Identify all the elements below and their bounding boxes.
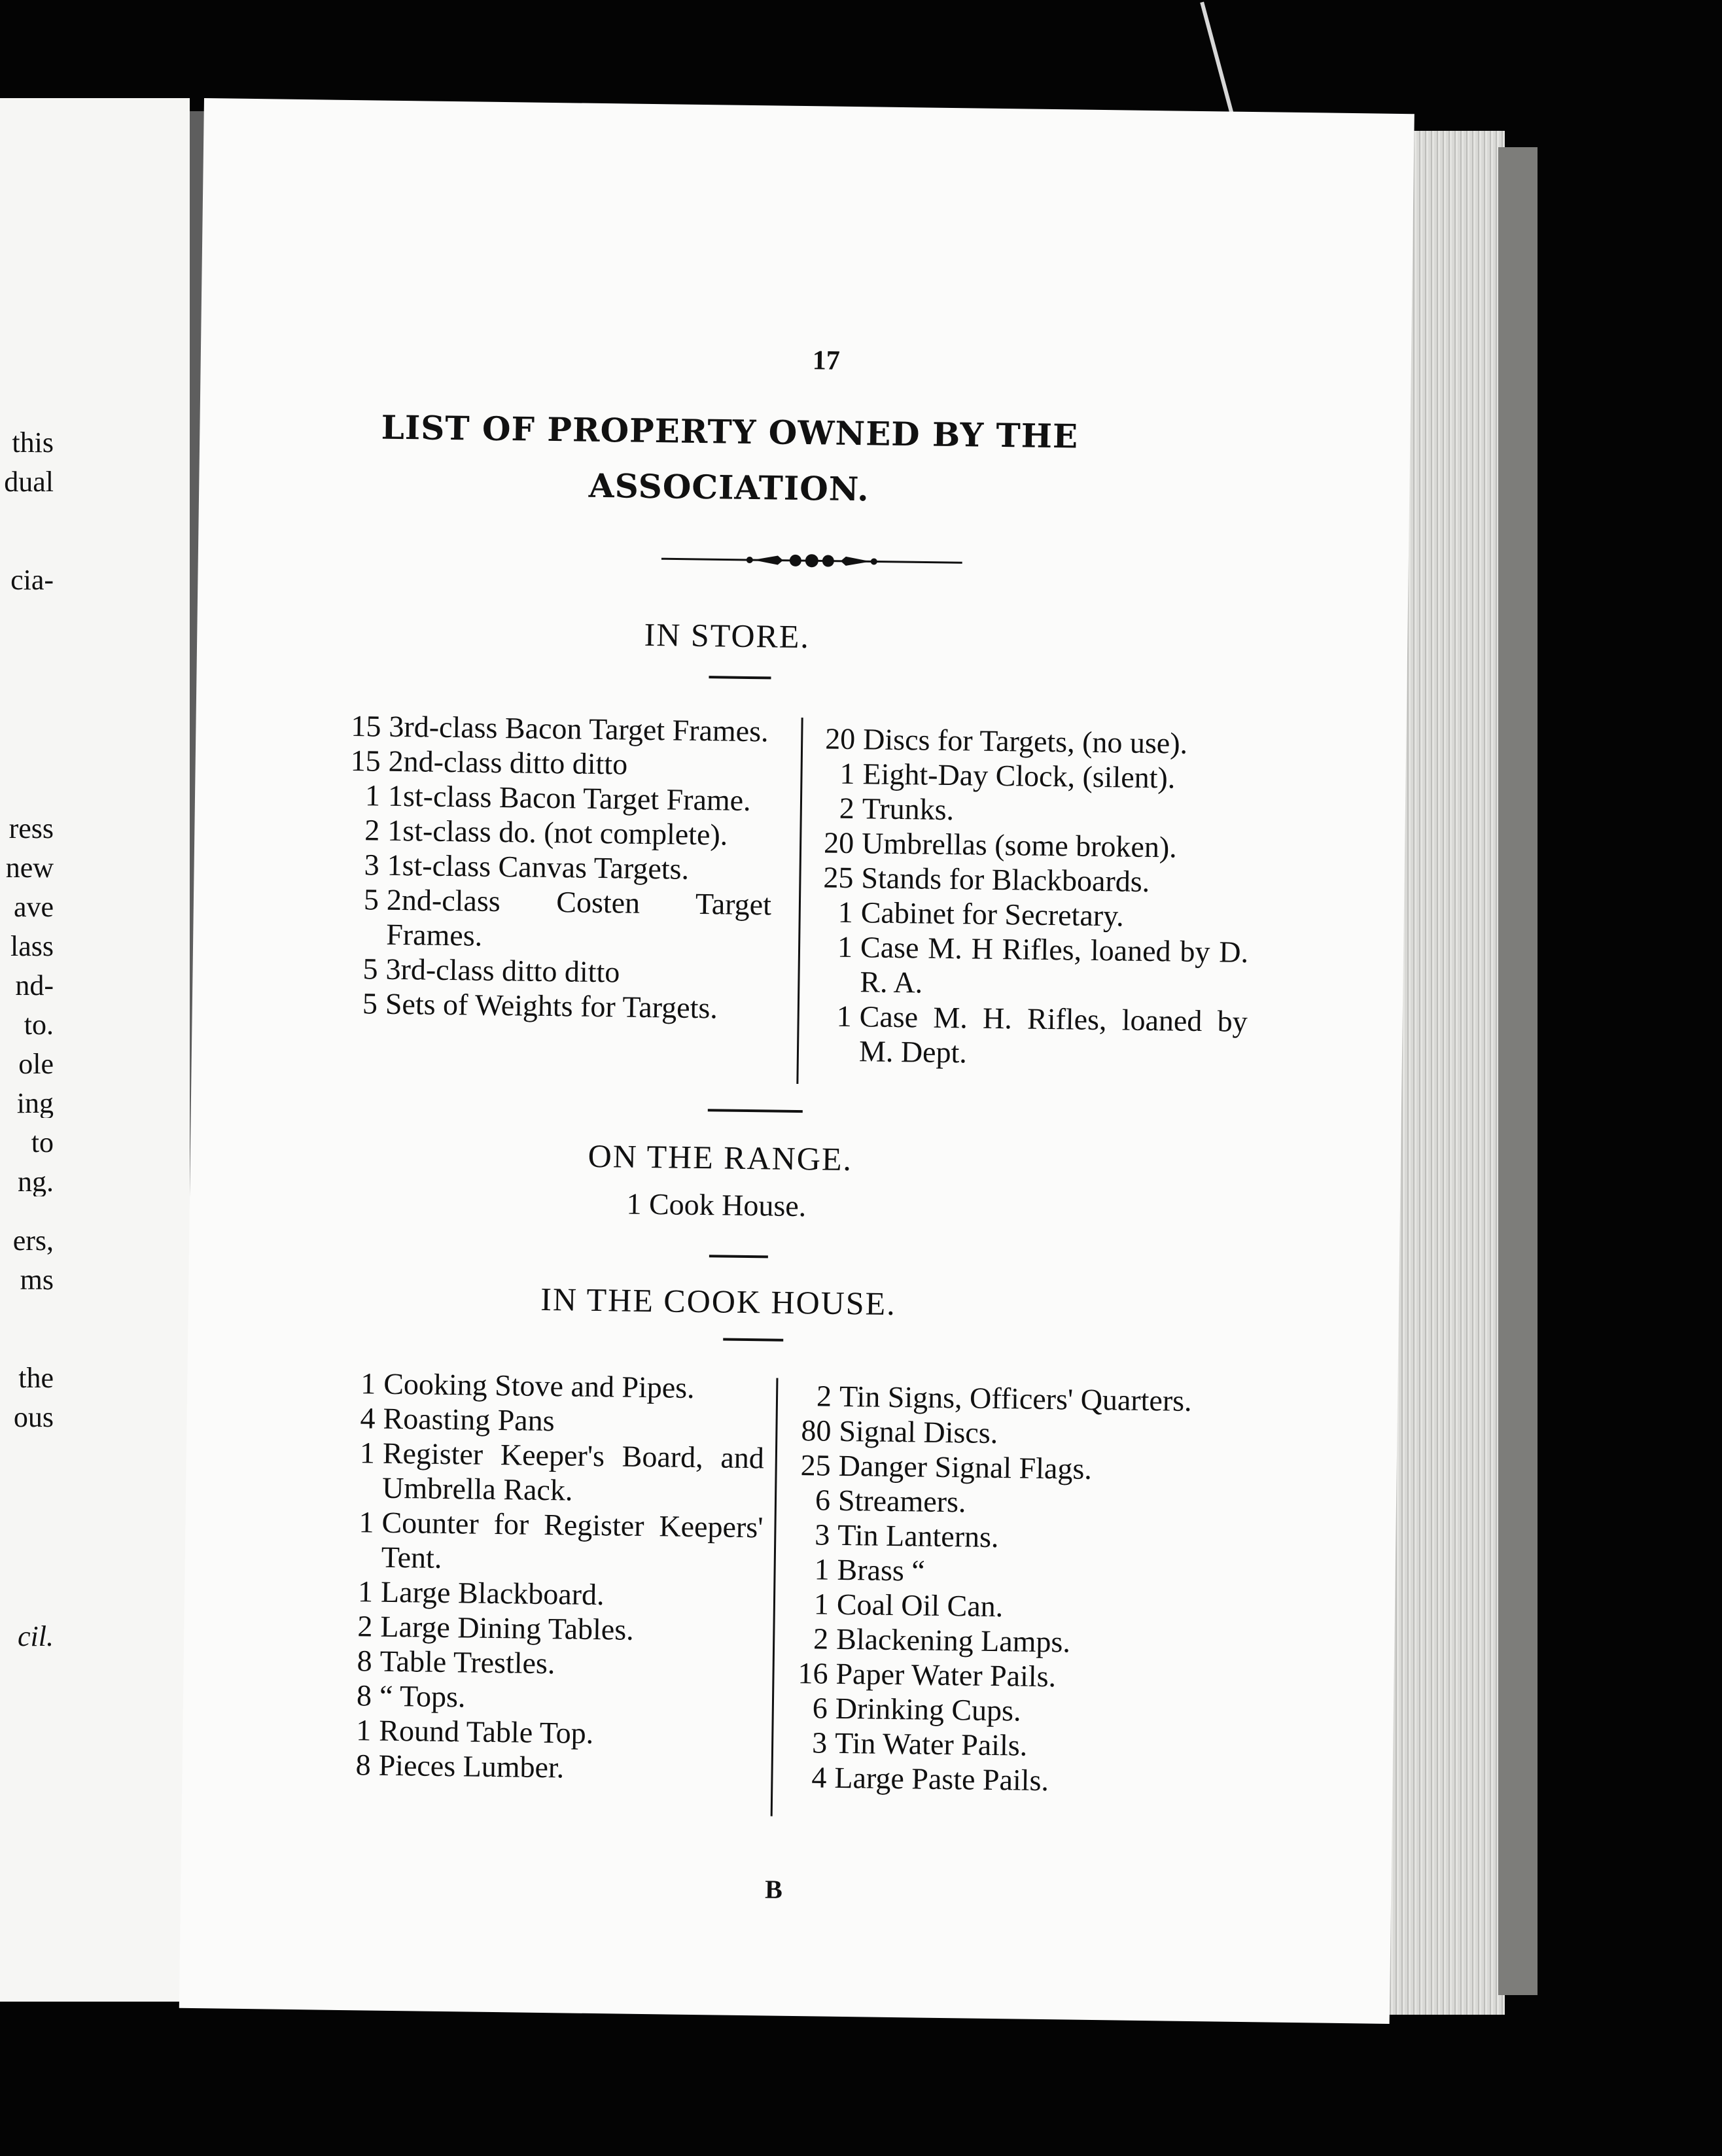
list-item [822, 721, 1252, 761]
section-rule [709, 1255, 768, 1258]
list-item [347, 812, 773, 853]
item-description: Tin Water Pails. [834, 1726, 1028, 1762]
item-quantity: 5 [362, 952, 378, 986]
list-item [342, 1400, 765, 1440]
facing-page-fragment: cia- [10, 566, 54, 595]
cook-house-left-list [338, 1366, 765, 1787]
list-item [820, 894, 1249, 935]
list-item [795, 1656, 1227, 1696]
list-item [345, 951, 771, 992]
item-quantity: 3 [815, 1518, 830, 1552]
facing-page-fragment: ms [20, 1266, 54, 1295]
item-quantity: 8 [355, 1748, 372, 1782]
item-quantity: 1 [839, 756, 855, 791]
item-quantity: 3 [811, 1726, 828, 1760]
list-item [820, 860, 1250, 900]
item-quantity: 15 [350, 744, 381, 778]
item-description: Register Keeper's Board, and Umbrella Rack. [381, 1436, 765, 1507]
item-description: Brass “ [837, 1552, 926, 1588]
item-quantity: 6 [815, 1483, 831, 1517]
list-item [794, 1725, 1227, 1765]
range-item: 1 Cook House. [626, 1187, 807, 1223]
item-description: 3rd-class Bacon Target Frames. [389, 709, 769, 748]
facing-page-fragment: ers, [12, 1226, 54, 1255]
facing-page-fragment: new [5, 854, 54, 882]
list-item [798, 1482, 1230, 1523]
item-description: Table Trestles. [379, 1644, 555, 1680]
facing-page-fragment: this [12, 428, 54, 457]
item-description: 1st-class do. (not complete). [387, 813, 728, 852]
in-store-right-list [818, 721, 1252, 1073]
list-item [347, 778, 773, 818]
list-item [340, 1608, 762, 1648]
list-item [343, 1366, 765, 1406]
item-description: Cabinet for Secretary. [860, 895, 1124, 933]
item-description: Case M. H. Rifles, loaned by M. Dept. [858, 1000, 1248, 1069]
facing-page-fragment: ole [18, 1050, 54, 1079]
list-item [798, 1448, 1230, 1488]
facing-page-fragment: ave [13, 893, 54, 922]
item-quantity: 2 [816, 1379, 832, 1413]
list-item [346, 847, 772, 888]
list-item [345, 882, 771, 956]
item-description: Pieces Lumber. [378, 1748, 565, 1784]
item-description: Round Table Top. [379, 1713, 594, 1750]
item-quantity: 1 [359, 1436, 376, 1470]
book-cover-edge [1498, 147, 1538, 1995]
list-item [348, 708, 774, 749]
item-quantity: 6 [812, 1691, 828, 1725]
cook-house-right-list [794, 1378, 1231, 1800]
column-divider [771, 1378, 779, 1817]
item-quantity: 1 [837, 930, 853, 964]
item-description: Sets of Weights for Targets. [385, 986, 718, 1025]
item-quantity: 1 [359, 1505, 374, 1539]
signature-mark: B [764, 1874, 783, 1904]
item-quantity: 3 [364, 848, 380, 882]
list-item [818, 998, 1248, 1073]
list-item [342, 1435, 764, 1510]
list-item [347, 743, 773, 784]
item-description: Large Blackboard. [380, 1574, 605, 1612]
item-description: Trunks. [862, 791, 955, 827]
item-description: Drinking Cups. [835, 1691, 1021, 1728]
item-description: Tin Lanterns. [837, 1518, 999, 1554]
facing-page-fragment: ng. [18, 1168, 54, 1196]
item-description: Case M. H Rifles, loaned by D. R. A. [860, 930, 1249, 1000]
list-item [338, 1747, 760, 1787]
facing-page-fragment: dual [4, 468, 54, 496]
list-item [796, 1552, 1229, 1592]
item-description: Discs for Targets, (no use). [862, 722, 1188, 760]
item-description: Blackening Lamps. [835, 1622, 1071, 1659]
item-quantity: 2 [839, 791, 855, 826]
item-description: Stands for Blackboards. [861, 861, 1150, 899]
list-item [799, 1378, 1231, 1419]
item-quantity: 80 [801, 1414, 832, 1448]
item-quantity: 1 [356, 1713, 372, 1747]
item-description: Cooking Stove and Pipes. [383, 1366, 695, 1404]
item-description: Roasting Pans [383, 1401, 555, 1438]
item-description: 1st-class Bacon Target Frame. [387, 778, 751, 818]
item-description: Coal Oil Can. [836, 1587, 1004, 1624]
item-description: Large Dining Tables. [380, 1609, 635, 1646]
item-quantity: 1 [837, 895, 854, 930]
item-description: Large Paste Pails. [834, 1760, 1049, 1798]
section-rule [709, 676, 771, 679]
section-rule [708, 1109, 803, 1113]
list-item [796, 1621, 1228, 1661]
facing-page-fragment: to [31, 1128, 54, 1157]
item-description: 2nd-class Costen Target Frames. [385, 882, 772, 952]
list-item [821, 825, 1250, 865]
list-item [345, 986, 771, 1026]
page-number: 17 [812, 345, 841, 376]
item-description: 2nd-class ditto ditto [388, 744, 628, 781]
list-item [822, 756, 1251, 796]
item-description: 1st-class Canvas Targets. [387, 848, 690, 886]
item-description: Tin Signs, Officers' Quarters. [839, 1379, 1192, 1417]
in-store-left-list [345, 708, 774, 1026]
facing-page-fragment: lass [10, 932, 54, 961]
list-item [819, 929, 1248, 1004]
list-item [340, 1504, 763, 1579]
list-item [794, 1760, 1226, 1800]
item-quantity: 2 [813, 1622, 829, 1656]
scan-scratch [1200, 2, 1238, 130]
item-description: Eight-Day Clock, (silent). [862, 757, 1176, 795]
column-divider [796, 718, 803, 1084]
item-quantity: 4 [811, 1760, 827, 1794]
item-quantity: 25 [800, 1448, 832, 1482]
page-title: LIST OF PROPERTY OWNED BY THE [381, 408, 1079, 456]
list-item [339, 1678, 762, 1718]
facing-page-fragment: ous [13, 1403, 54, 1432]
facing-page-fragment: ress [9, 814, 54, 843]
section-rule [723, 1338, 783, 1342]
item-description: Paper Water Pails. [835, 1656, 1057, 1694]
ornament-divider [661, 549, 962, 572]
facing-page-fragment: cil. [18, 1622, 54, 1651]
section-heading-on-the-range: ON THE RANGE. [588, 1137, 853, 1178]
list-item [796, 1586, 1229, 1627]
item-description: Counter for Register Keepers' Tent. [381, 1505, 764, 1574]
item-quantity: 1 [364, 778, 381, 812]
section-heading-in-store: IN STORE. [644, 616, 811, 655]
item-quantity: 8 [356, 1678, 372, 1713]
item-description: “ Tops. [379, 1678, 466, 1714]
facing-page-fragment: nd- [15, 971, 54, 1000]
item-quantity: 5 [363, 882, 379, 916]
item-description: Danger Signal Flags. [838, 1448, 1093, 1486]
list-item [340, 1574, 763, 1614]
item-quantity: 5 [362, 986, 378, 1020]
list-item [798, 1413, 1231, 1453]
facing-page-fragment: ing [16, 1089, 54, 1118]
list-item [339, 1643, 762, 1683]
item-quantity: 15 [351, 709, 381, 743]
item-description: Umbrellas (some broken). [861, 826, 1178, 864]
item-quantity: 4 [360, 1401, 376, 1435]
page-title-continued: ASSOCIATION. [588, 466, 870, 509]
item-description: Signal Discs. [839, 1414, 998, 1450]
item-quantity: 1 [814, 1552, 830, 1586]
facing-page-fragment: the [18, 1364, 54, 1393]
list-item [795, 1690, 1227, 1731]
item-quantity: 20 [823, 826, 854, 860]
item-description: Streamers. [837, 1483, 966, 1519]
item-quantity: 2 [357, 1609, 373, 1643]
item-quantity: 8 [357, 1644, 373, 1678]
list-item [797, 1517, 1229, 1557]
item-quantity: 25 [823, 860, 854, 895]
section-heading-in-the-cook-house: IN THE COOK HOUSE. [540, 1280, 897, 1322]
list-item [822, 790, 1251, 831]
book-page [179, 98, 1414, 2024]
list-item [338, 1713, 761, 1752]
item-quantity: 16 [798, 1656, 828, 1690]
item-quantity: 1 [836, 999, 852, 1034]
item-description: 3rd-class ditto ditto [385, 952, 620, 989]
facing-page-fragment: to. [24, 1011, 54, 1039]
item-quantity: 2 [364, 813, 380, 847]
item-quantity: 1 [357, 1574, 374, 1608]
item-quantity: 1 [813, 1587, 830, 1621]
item-quantity: 1 [360, 1366, 376, 1400]
item-quantity: 20 [824, 722, 856, 756]
